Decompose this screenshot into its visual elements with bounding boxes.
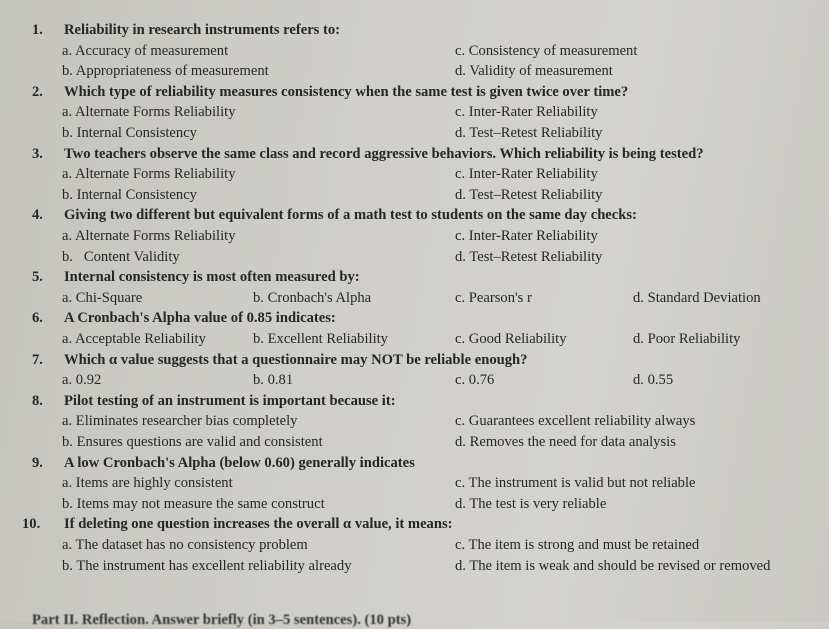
answer-option-c — [455, 165, 598, 183]
answer-option-b — [62, 248, 180, 266]
option-label: a. — [62, 42, 73, 59]
question-number: 2. — [32, 83, 43, 100]
option-label: c. — [455, 537, 466, 553]
answer-option-b — [62, 62, 269, 80]
answer-option-b — [62, 124, 197, 142]
question-text: If deleting one question increases the overall α value, it means: — [64, 516, 453, 533]
question-text: A Cronbach's Alpha value of 0.85 indicates: — [64, 310, 336, 327]
question-number: 6. — [32, 310, 43, 327]
question-number: 9. — [32, 454, 43, 471]
option-label: a. — [62, 413, 73, 430]
option-text: Test–Retest Reliability — [469, 248, 603, 265]
answer-option-a — [62, 536, 308, 554]
option-text: Good Reliability — [468, 331, 567, 347]
option-text: 0.81 — [267, 372, 294, 389]
answer-option-b — [253, 289, 371, 307]
option-label: a. — [62, 289, 73, 306]
answer-option-b — [253, 371, 293, 389]
question-text: A low Cronbach's Alpha (below 0.60) generally indicates — [64, 454, 415, 471]
option-label: a. — [62, 475, 73, 492]
answer-option-d — [633, 330, 740, 348]
option-label: a. — [62, 104, 73, 121]
option-text: Accuracy of measurement — [74, 42, 229, 59]
answer-option-a — [62, 474, 233, 492]
option-text: 0.92 — [75, 372, 102, 389]
answer-option-c — [455, 536, 699, 554]
option-label: b. — [62, 495, 73, 512]
option-text: Internal Consistency — [76, 125, 197, 141]
option-label: b. — [62, 248, 73, 265]
option-text: Content Validity — [76, 248, 180, 265]
answer-option-c — [455, 474, 696, 492]
option-label: b. — [253, 331, 264, 347]
option-label: b. — [62, 186, 73, 203]
option-label: b. — [62, 434, 73, 450]
answer-option-d — [455, 433, 676, 451]
answer-option-d — [455, 124, 602, 142]
option-label: c. — [455, 475, 466, 492]
option-label: b. — [62, 557, 73, 574]
option-label: d. — [455, 557, 466, 574]
answer-option-c — [455, 42, 637, 60]
question-number: 1. — [32, 22, 43, 38]
option-text: Inter-Rater Reliability — [468, 166, 598, 183]
option-label: b. — [62, 63, 73, 80]
answer-option-a — [62, 165, 236, 183]
answer-option-b — [62, 186, 197, 204]
option-label: d. — [633, 289, 644, 306]
option-text: Guarantees excellent reliability always — [468, 413, 696, 430]
option-text: Standard Deviation — [647, 289, 761, 306]
answer-option-a — [62, 371, 101, 389]
option-text: Internal Consistency — [76, 186, 197, 203]
option-label: c. — [455, 166, 466, 183]
option-text: Test–Retest Reliability — [469, 125, 603, 141]
question-text: Reliability in research instruments refers to: — [64, 22, 341, 38]
option-text: Inter-Rater Reliability — [468, 228, 598, 244]
option-label: c. — [455, 331, 466, 347]
option-text: Test–Retest Reliability — [469, 186, 603, 203]
answer-option-c — [455, 371, 494, 389]
option-text: Alternate Forms Reliability — [74, 166, 236, 183]
answer-option-a — [62, 289, 142, 307]
option-label: d. — [455, 434, 466, 450]
part-two-heading-cut-off: Part II. Reflection. Answer briefly (in 3–5 sentences). (10 pts) — [32, 612, 412, 628]
answer-option-b — [62, 557, 352, 575]
option-text: Cronbach's Alpha — [267, 289, 372, 306]
option-text: Inter-Rater Reliability — [468, 104, 598, 121]
option-label: a. — [62, 228, 73, 244]
answer-option-a — [62, 412, 297, 430]
answer-option-d — [455, 62, 613, 80]
question-text: Internal consistency is most often measured by: — [64, 269, 360, 286]
question-number: 7. — [32, 351, 43, 368]
option-label: d. — [455, 248, 466, 265]
option-text: Alternate Forms Reliability — [74, 228, 236, 244]
option-label: c. — [455, 289, 466, 306]
option-label: d. — [455, 63, 466, 80]
answer-option-d — [455, 495, 606, 513]
option-text: The instrument is valid but not reliable — [468, 475, 696, 492]
option-text: The item is strong and must be retained — [468, 537, 700, 553]
question-number: 8. — [32, 392, 43, 409]
answer-option-c — [455, 330, 567, 348]
option-label: b. — [253, 289, 264, 306]
answer-option-d — [633, 371, 673, 389]
option-text: Removes the need for data analysis — [469, 434, 676, 450]
option-text: The instrument has excellent reliability already — [76, 557, 352, 574]
option-text: Eliminates researcher bias completely — [75, 413, 298, 430]
answer-option-c — [455, 227, 598, 245]
option-text: Items are highly consistent — [75, 475, 233, 492]
answer-option-a — [62, 330, 206, 348]
option-text: Pearson's r — [468, 289, 532, 306]
option-text: Chi-Square — [75, 289, 143, 306]
answer-option-d — [455, 557, 770, 575]
option-label: b. — [62, 125, 73, 141]
question-text: Which type of reliability measures consistency when the same test is given twice over time? — [64, 83, 629, 100]
option-text: Poor Reliability — [647, 331, 741, 347]
answer-option-b — [253, 330, 388, 348]
answer-option-c — [455, 289, 532, 307]
option-label: d. — [455, 125, 466, 141]
option-text: The test is very reliable — [469, 495, 607, 512]
option-text: Ensures questions are valid and consistent — [76, 434, 323, 450]
answer-option-b — [62, 495, 325, 513]
answer-option-a — [62, 42, 228, 60]
option-text: Excellent Reliability — [267, 331, 388, 347]
option-label: c. — [455, 104, 466, 121]
option-label: d. — [455, 186, 466, 203]
answer-option-c — [455, 412, 695, 430]
option-text: Items may not measure the same construct — [76, 495, 325, 512]
option-label: c. — [455, 42, 466, 59]
question-text: Pilot testing of an instrument is important because it: — [64, 392, 396, 409]
option-label: a. — [62, 537, 73, 553]
answer-option-a — [62, 227, 236, 245]
option-text: 0.76 — [468, 372, 495, 389]
question-text: Two teachers observe the same class and record aggressive behaviors. Which reliability is being tested? — [64, 145, 704, 162]
option-label: c. — [455, 413, 466, 430]
option-text: Acceptable Reliability — [74, 331, 206, 347]
option-label: b. — [253, 372, 264, 389]
answer-option-d — [455, 248, 602, 266]
answer-option-d — [455, 186, 602, 204]
option-text: Validity of measurement — [469, 63, 613, 80]
question-number: 4. — [32, 207, 43, 224]
question-text: Which α value suggests that a questionnaire may NOT be reliable enough? — [64, 351, 528, 368]
question-number: 10. — [22, 516, 41, 533]
question-number: 3. — [32, 145, 43, 162]
option-label: c. — [455, 372, 466, 389]
option-text: The item is weak and should be revised or removed — [469, 557, 771, 574]
question-number: 5. — [32, 269, 43, 286]
option-text: Alternate Forms Reliability — [74, 104, 236, 121]
option-label: a. — [62, 372, 73, 389]
option-label: a. — [62, 331, 73, 347]
answer-option-c — [455, 103, 598, 121]
option-text: Consistency of measurement — [468, 42, 638, 59]
option-text: 0.55 — [647, 372, 674, 389]
option-label: c. — [455, 228, 466, 244]
option-text: The dataset has no consistency problem — [75, 537, 308, 553]
answer-option-a — [62, 103, 236, 121]
answer-option-b — [62, 433, 323, 451]
question-text: Giving two different but equivalent forms of a math test to students on the same day checks: — [64, 207, 637, 224]
option-label: d. — [633, 372, 644, 389]
option-text: Appropriateness of measurement — [75, 63, 269, 80]
option-label: d. — [455, 495, 466, 512]
answer-option-d — [633, 289, 761, 307]
option-label: d. — [633, 331, 644, 347]
option-label: a. — [62, 166, 73, 183]
